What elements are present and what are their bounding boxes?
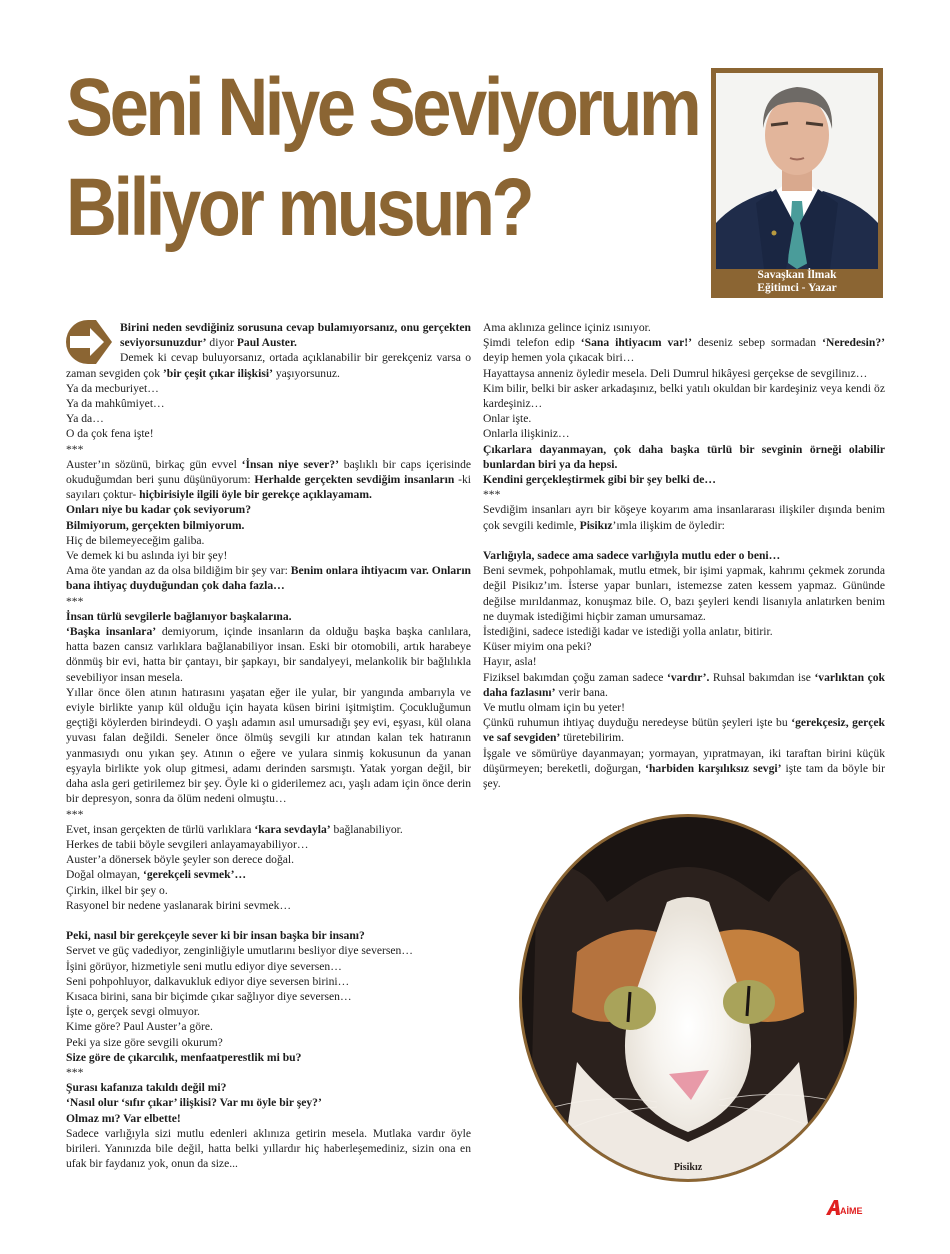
text: demiyorum, içinde insanların da olduğu başka başka canlılara, hatta bazen cansız varlıklara bağlanabiliyor insan. Eski bir otomobili, artık harabeye dönmüş bir evi, hatta bir çantayı, bir şapkayı, bir sandalyeyi, melankolik bir bağlılıkla sevebiliyor insan mesela. xyxy=(66,625,471,684)
emphasis: ‘Sana ihtiyacım var!’ xyxy=(580,336,692,350)
section-separator: *** xyxy=(483,488,501,502)
spacer xyxy=(66,913,471,928)
text: Ama öte yandan az da olsa bildiğim bir şey var: xyxy=(66,564,291,578)
emphasis: ‘harbiden karşılıksız sevgi’ xyxy=(645,761,782,775)
text: Fiziksel bakımdan çoğu zaman sadece xyxy=(483,670,667,684)
line: Auster’a dönersek böyle şeyler son derece doğal. xyxy=(66,853,295,867)
article-column-left xyxy=(66,320,471,1171)
line: Ve demek ki bu aslında iyi bir şey! xyxy=(66,549,228,563)
emphasis: İnsan türlü sevgilerle bağlanıyor başkalarına. xyxy=(66,609,292,623)
emphasis: Onları niye bu kadar çok seviyorum? xyxy=(66,503,251,517)
line: Küser miyim ona peki? xyxy=(483,640,592,654)
text: deyip hemen yola çıkacak biri… xyxy=(483,351,635,365)
line: İstediğini, sadece istediği kadar ve istediği yolla anlatır, bitirir. xyxy=(483,625,773,639)
emphasis: Peki, nasıl bir gerekçeyle sever ki bir insan başka bir insanı? xyxy=(66,929,365,943)
line: Peki ya size göre sevgili okurum? xyxy=(66,1035,223,1049)
section-separator: *** xyxy=(66,594,84,608)
text: diyor xyxy=(206,336,237,350)
paragraph: Beni sevmek, pohpohlamak, mutlu etmek, bir işimi yapmak, kahrımı çekmek zorunda değil Pisikız’ım. İsterse yapar bunları, istemezse zaten kessem yapmaz. Gününde değilse mırıldanmaz, konuşmaz bile. O, bazı şeyleri kendi lisanıyla anlatırken benim ne duymak istediğimi hiçbir zaman umursamaz. xyxy=(483,564,885,623)
paragraph xyxy=(66,563,471,593)
text: türetebilirim. xyxy=(560,731,625,745)
line: Onlarla ilişkiniz… xyxy=(483,427,570,441)
bold-line xyxy=(66,518,471,533)
section-separator: *** xyxy=(66,1065,84,1079)
text: deseniz sebep sormadan xyxy=(691,336,823,350)
spacer xyxy=(483,533,885,548)
line: Çirkin, ilkel bir şey o. xyxy=(66,883,168,897)
text: başlıklı bir caps içerisinde okuduğumdan beri şunu düşünüyorum: xyxy=(66,457,472,487)
emphasis: hiçbirisiyle ilgili öyle bir gerekçe açıklayamam. xyxy=(139,488,372,502)
lead-paragraph xyxy=(66,320,471,350)
line: Ya da… xyxy=(66,412,104,426)
emphasis: Olmaz mı? Var elbette! xyxy=(66,1111,181,1125)
text: Doğal olmayan, xyxy=(66,868,143,882)
line: Hayır, asla! xyxy=(483,655,537,669)
paragraph xyxy=(66,457,471,503)
emphasis: Size göre de çıkarcılık, menfaatperestlik mi bu? xyxy=(66,1050,302,1064)
line: O da çok fena işte! xyxy=(66,427,154,441)
author-photo xyxy=(716,73,878,269)
emphasis: ‘Neredesin?’ xyxy=(822,336,885,350)
line: Herkes de tabii böyle sevgileri anlayamayabiliyor… xyxy=(66,837,309,851)
line: Kısaca birini, sana bir biçimde çıkar sağlıyor diye seversen… xyxy=(66,989,352,1003)
emphasis: ‘gerekçesiz, gerçek ve saf sevgiden’ xyxy=(483,716,885,745)
section-separator: *** xyxy=(66,442,84,456)
line: Servet ve güç vadediyor, zenginliğiyle umutlarını besliyor diye seversen… xyxy=(66,944,413,958)
line: Ama aklınıza gelince içiniz ısınıyor. xyxy=(483,321,651,334)
line: Kime göre? Paul Auster’a göre. xyxy=(66,1020,213,1034)
cat-photo xyxy=(517,812,859,1184)
paragraph xyxy=(66,624,471,685)
paragraph: Kim bilir, belki bir asker arkadaşınız, belki yatılı okuldan bir kardeşiniz veya kendi öz kardeşiniz… xyxy=(483,381,885,411)
bold-line xyxy=(66,609,471,624)
line: Ve mutlu olmam için bu yeter! xyxy=(483,701,625,715)
emphasis: Bilmiyorum, gerçekten bilmiyorum. xyxy=(66,518,245,532)
author-role: Eğitimci - Yazar xyxy=(757,282,837,294)
section-separator: *** xyxy=(66,807,84,821)
author-card xyxy=(711,68,883,298)
paragraph: Sadece varlığıyla sizi mutlu edenleri aklınıza getirin mesela. Mutlaka vardır öyle birileri. Yanınızda bile değil, hatta belki yıllardır hiç haberleşemediniz, sizin ona en ufak bir faydanız yok, onun da size... xyxy=(66,1126,471,1171)
paragraph xyxy=(483,715,885,745)
line: Rasyonel bir nedene yaslanarak birini sevmek… xyxy=(66,898,292,912)
line: Ya da mecburiyet… xyxy=(66,381,159,395)
paragraph xyxy=(483,502,885,532)
bold-line xyxy=(66,928,471,943)
text: ’ımla ilişkim de öyledir: xyxy=(612,518,725,532)
emphasis: Kendini gerçekleştirmek gibi bir şey belki de… xyxy=(483,473,716,487)
bold-line xyxy=(66,502,471,517)
text: bağlanabiliyor. xyxy=(330,822,403,836)
article-title-line-1: Seni Niye Seviyorum xyxy=(66,62,699,153)
author-caption xyxy=(711,269,883,295)
quote-author: Paul Auster. xyxy=(236,336,297,350)
emphasis: ‘Başka insanlara’ xyxy=(66,625,157,639)
line: Onlar işte. xyxy=(483,412,532,426)
emphasis: ‘İnsan niye sever?’ xyxy=(241,457,339,471)
emphasis: ‘gerekçeli sevmek’… xyxy=(142,868,247,882)
text: yaşıyorsunuz. xyxy=(272,366,340,380)
cat-portrait-illustration xyxy=(517,812,859,1184)
emphasis: Pisikız xyxy=(579,518,613,532)
arrow-right-icon xyxy=(66,320,112,364)
article-title-line-2: Biliyor musun? xyxy=(66,162,532,253)
bold-paragraph xyxy=(483,442,885,472)
text: verir bana. xyxy=(555,685,608,699)
author-portrait-illustration xyxy=(716,73,878,269)
emphasis: Şurası kafanıza takıldı değil mi? xyxy=(66,1081,227,1095)
paragraph xyxy=(483,670,885,700)
paragraph xyxy=(483,335,885,365)
aime-logo-icon xyxy=(824,1198,874,1218)
bold-line xyxy=(483,472,885,487)
text: Sevdiğim insanları ayrı bir köşeye koyarım ama insanlararası ilişkiler dışında benim çok sevgili kedimle, xyxy=(483,503,885,532)
emphasis: ‘Nasıl olur ‘sıfır çıkar’ ilişkisi? Var mı öyle bir şey?’ xyxy=(66,1096,322,1110)
emphasis: ‘vardır’. xyxy=(666,670,710,684)
emphasis: ‘kara sevdayla’ xyxy=(254,822,331,836)
paragraph xyxy=(66,822,471,837)
line: Seni pohpohluyor, dalkavukluk ediyor diye seversen birini… xyxy=(66,974,350,988)
author-name: Savaşkan İlmak xyxy=(757,269,837,281)
line: İşte o, gerçek sevgi olmuyor. xyxy=(66,1005,200,1019)
emphasis: Varlığıyla, sadece ama sadece varlığıyla mutlu eder o beni… xyxy=(483,549,781,563)
text: işte tam da böyle bir şey. xyxy=(483,761,885,791)
text: Ruhsal bakımdan ise xyxy=(709,670,815,684)
bold-line xyxy=(66,1050,471,1065)
bold-line xyxy=(483,548,885,563)
cat-photo-caption: Pisikız xyxy=(673,1162,703,1173)
paragraph: Yıllar önce ölen atının hatırasını yaşatan eğer ile yular, bir yangında ambarıyla ve eviyle birlikte yanıp kül olduğu için hayata küsen birini işitmiştim. Çocukluğumun geçtiği köylerden birindeydi. O yaşlı adamın asıl umursadığı şey evi, eşyası, kül olana yuvası falan değildi. Seneler önce ölmüş sevgili kır atından kalan tek hatıranın yanmasıydı onu yıkan şey. Atının o eğere ve yulara sinmiş kokusunun da yanan eşyayla birlikte yok olup gitmesi, adamı derinden sarsmıştı. Yatak yorgan değil, bir daha asla geri getirilemez bir şey. Öyle ki o giderilemez acı, yaşlı adam için önce derin bir depresyon, sonra da ölüm nedeni olmuştu… xyxy=(66,685,471,806)
text: Auster’ın sözünü, birkaç gün evvel xyxy=(66,457,242,471)
emphasis: ‘varlıktan çok daha fazlasını’ xyxy=(483,670,885,699)
text: -ki sayıları çoktur- xyxy=(66,473,472,502)
bold-line xyxy=(66,1080,471,1095)
emphasis: Çıkarlara dayanmayan, çok daha başka türlü bir sevginin örneği olabilir bunlardan biri ya da hepsi. xyxy=(483,442,885,471)
line: İşini görüyor, hizmetiyle seni mutlu ediyor diye seversen… xyxy=(66,959,342,973)
text: Çünkü ruhumun ihtiyaç duyduğu neredeyse bütün şeyleri işte bu xyxy=(483,716,792,730)
text: İşgale ve sömürüye dayanmayan; yormayan, yıpratmayan, iki taraftan birini küçük düşürmeyen; bereketli, doğurgan, xyxy=(483,746,885,775)
line xyxy=(66,867,471,882)
paragraph xyxy=(66,350,471,380)
article-title xyxy=(66,58,699,258)
line: Ya da mahkûmiyet… xyxy=(66,397,165,411)
line: Hiç de bilemeyeceğim galiba. xyxy=(66,533,205,547)
emphasis: Herhalde gerçekten sevdiğim insanların xyxy=(254,473,455,487)
emphasis: Benim onlara ihtiyacım var. Onların bana ihtiyaç duyduğundan çok daha fazla… xyxy=(66,564,472,593)
text: Demek ki cevap buluyorsanız, ortada açıklanabilir bir gerekçeniz varsa o zaman sevgiden çok xyxy=(66,351,471,380)
bold-line xyxy=(66,1095,471,1110)
article-column-right xyxy=(483,320,885,791)
logo-text: AİME xyxy=(840,1206,863,1216)
lead-quote: Birini neden sevdiğiniz sorusuna cevap bulamıyorsanız, onu gerçekten seviyorsunuzdur’ xyxy=(120,321,471,350)
paragraph: Hayattaysa anneniz öyledir mesela. Deli Dumrul hikâyesi gerçekse de sevgilinız… xyxy=(483,366,868,380)
text: Evet, insan gerçekten de türlü varlıklara xyxy=(66,822,255,836)
magazine-logo xyxy=(824,1198,874,1218)
emphasis: ’bir çeşit çıkar ilişkisi’ xyxy=(162,366,273,380)
bold-line xyxy=(66,1111,471,1126)
paragraph xyxy=(483,746,885,792)
text: Şimdi telefon edip xyxy=(483,336,581,350)
